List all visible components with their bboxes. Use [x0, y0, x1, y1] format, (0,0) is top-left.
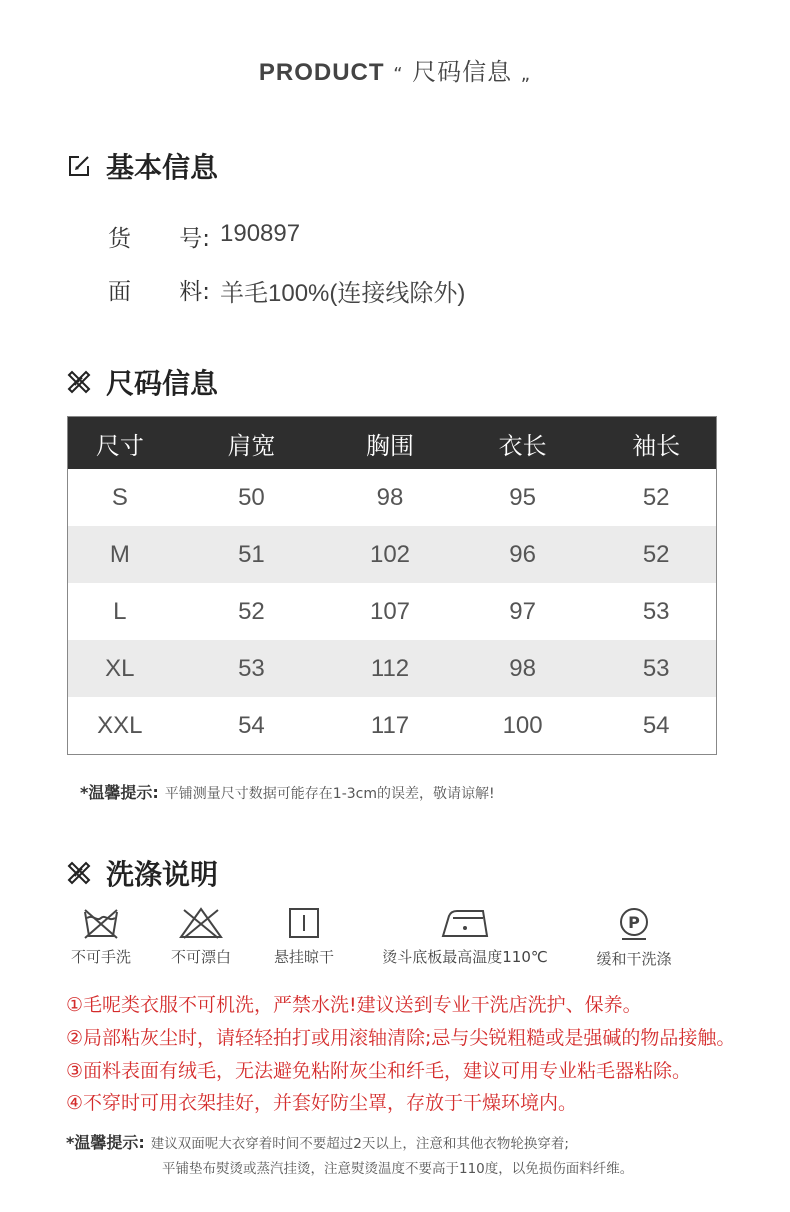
wash-item: [268, 906, 340, 967]
care-warning: ①毛呢类衣服不可机洗，严禁水洗!建议送到专业干洗店洗护、保养。: [66, 994, 642, 1016]
no-bleach-icon: [178, 906, 224, 940]
page-title: [0, 52, 790, 87]
info-key-a: 面: [108, 279, 131, 305]
table-cell: 95: [509, 483, 536, 511]
table-row: [68, 640, 716, 697]
table-cell: S: [111, 483, 128, 511]
table-cell: 97: [509, 597, 536, 625]
table-cell: 54: [238, 711, 265, 739]
table-cell: 52: [642, 483, 670, 511]
ruler-pencil-icon: [66, 369, 92, 395]
table-cell: 98: [376, 483, 404, 511]
title-en: PRODUCT: [258, 59, 385, 86]
size-info-title: 尺码信息: [106, 367, 219, 400]
hang-dry-icon: [287, 906, 321, 940]
iron-icon: [439, 906, 491, 940]
info-row-material: [108, 273, 465, 308]
wash-label: 缓和干洗涤: [596, 950, 672, 968]
size-table-header: [68, 417, 716, 469]
table-cell: 53: [238, 654, 265, 682]
care-tip: [66, 1130, 633, 1182]
header-cell: 肩宽: [227, 431, 276, 460]
title-cn: 尺码信息: [412, 58, 513, 86]
tip-line-2: 平铺垫布熨烫或蒸汽挂烫，注意熨烫温度不要高于110度，以免损伤面料纤维。: [162, 1161, 634, 1177]
close-quote: „: [520, 64, 532, 85]
care-warning: ④不穿时可用衣架挂好，并套好防尘罩，存放于干燥环境内。: [66, 1092, 578, 1114]
table-cell: 50: [238, 483, 265, 511]
table-cell: XL: [105, 654, 135, 682]
care-warning: ②局部粘灰尘时，请轻轻拍打或用滚轴清除;忌与尖锐粗糙或是强碱的物品接触。: [66, 1027, 736, 1049]
wash-icons: [0, 906, 790, 976]
table-row: [68, 469, 716, 526]
header-cell: 尺寸: [95, 431, 144, 460]
table-cell: 53: [642, 597, 670, 625]
wash-label: 烫斗底板最高温度110℃: [382, 948, 548, 966]
size-info-heading: [66, 362, 218, 402]
header-cell: 衣长: [498, 431, 547, 460]
table-cell: 102: [369, 540, 411, 568]
wash-label: 不可漂白: [170, 948, 231, 966]
table-cell: 51: [238, 540, 265, 568]
measurement-tip: [80, 780, 495, 803]
edit-icon: [66, 153, 92, 179]
tip-label: *温馨提示:: [66, 1133, 145, 1152]
table-row: [68, 697, 716, 754]
svg-text:P: P: [628, 913, 640, 932]
tip-text: 平铺测量尺寸数据可能存在1-3cm的误差，敬请谅解!: [164, 786, 495, 802]
table-cell: 98: [509, 654, 536, 682]
table-cell: XXL: [97, 711, 143, 739]
header-cell: 袖长: [632, 431, 681, 460]
wash-title: 洗涤说明: [106, 858, 219, 891]
info-key-a: 货: [108, 226, 131, 252]
info-row-item-no: [108, 220, 300, 253]
table-cell: 117: [370, 711, 410, 739]
open-quote: “: [393, 64, 404, 85]
wash-item: [66, 906, 136, 967]
table-cell: M: [109, 540, 130, 568]
table-row: [68, 526, 716, 583]
basic-info-heading: [66, 146, 218, 186]
info-key-b: 号:: [179, 226, 210, 252]
table-cell: 54: [642, 711, 670, 739]
basic-info-title: 基本信息: [106, 151, 219, 184]
table-cell: 96: [509, 540, 536, 568]
ruler-pencil-icon: [66, 860, 92, 886]
table-cell: 52: [238, 597, 265, 625]
no-hand-wash-icon: [81, 906, 121, 940]
tip-label: *温馨提示:: [80, 783, 159, 802]
info-key-b: 料:: [179, 279, 210, 305]
table-cell: L: [113, 597, 127, 625]
wash-item: [590, 906, 678, 969]
wash-item: [372, 906, 558, 967]
info-value: 羊毛100%(连接线除外): [220, 280, 466, 307]
info-value: 190897: [220, 220, 301, 247]
table-cell: 107: [369, 597, 411, 625]
table-cell: 100: [502, 711, 543, 739]
table-row: [68, 583, 716, 640]
wash-label: 不可手洗: [70, 948, 131, 966]
header-cell: 胸围: [366, 431, 414, 460]
dry-clean-icon: [616, 906, 652, 942]
tip-line-1: 建议双面呢大衣穿着时间不要超过2天以上，注意和其他衣物轮换穿着;: [150, 1136, 569, 1152]
size-table: [67, 416, 717, 755]
table-cell: 52: [642, 540, 670, 568]
wash-label: 悬挂晾干: [273, 948, 334, 966]
table-cell: 53: [642, 654, 670, 682]
wash-item: [166, 906, 236, 967]
table-cell: 112: [370, 654, 410, 682]
care-warning: ③面料表面有绒毛，无法避免粘附灰尘和纤毛，建议可用专业粘毛器粘除。: [66, 1060, 692, 1082]
wash-heading: [66, 853, 218, 893]
